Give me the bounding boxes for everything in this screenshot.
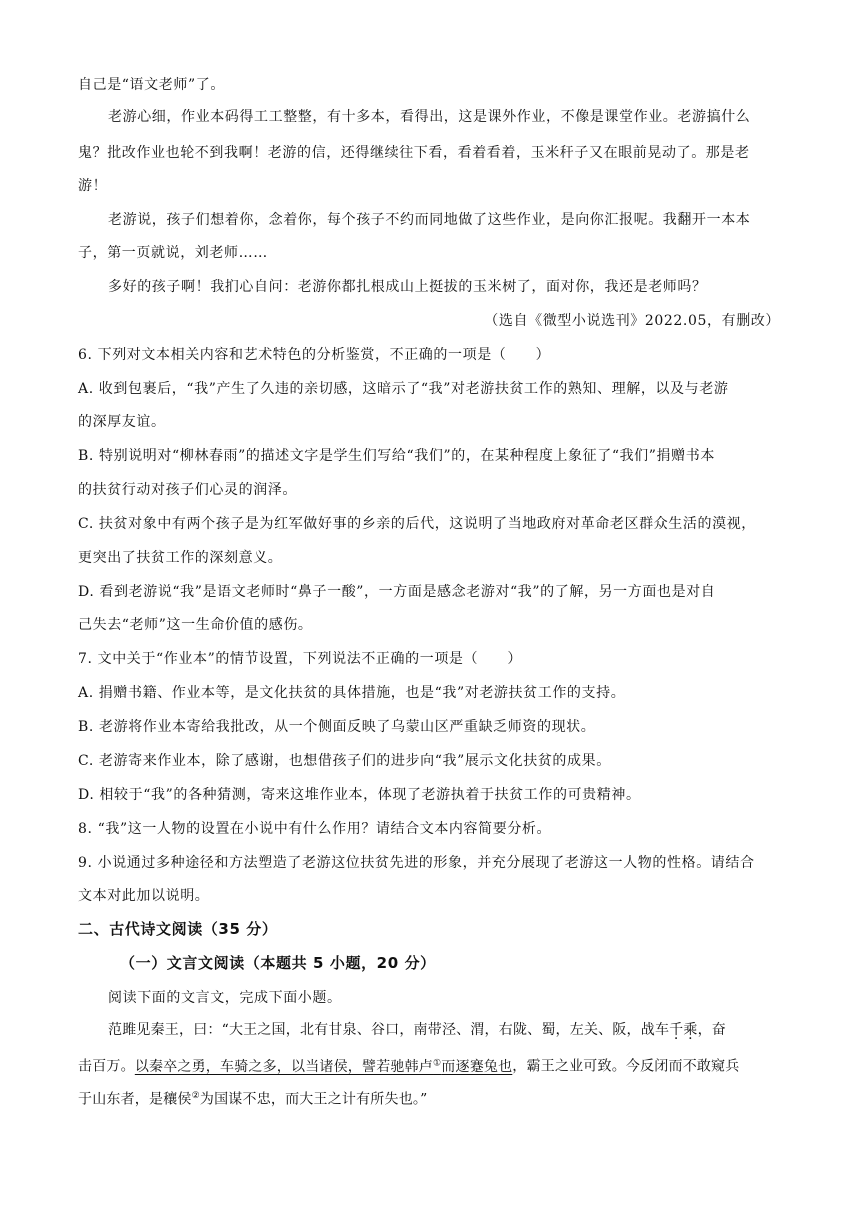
underlined-text: 而逐蹇兔也 [441, 1058, 513, 1075]
underlined-text: 以秦卒之勇，车骑之多，以当诸侯，譬若驰韩卢 [134, 1058, 434, 1075]
classical-text-fragment: 为国谋不忠，而大王之计有所失也。” [199, 1091, 428, 1108]
question-6-stem: 6. 下列对文本相关内容和艺术特色的分析鉴赏，不正确的一项是（ ） [78, 347, 551, 363]
subsection-heading: （一）文言文阅读（本题共 5 小题，20 分） [120, 954, 436, 972]
question-7-option-b: B. 老游将作业本寄给我批改，从一个侧面反映了乌蒙山区严重缺乏师资的现状。 [78, 719, 596, 735]
classical-text-line-3 [78, 1087, 784, 1109]
question-7-stem: 7. 文中关于“作业本”的情节设置，下列说法不正确的一项是（ ） [78, 651, 522, 667]
emphasis-dot-character: 千 [669, 1022, 684, 1038]
underlined-sentence [135, 1059, 512, 1075]
question-6-option-d-cont: 己失去“老师”这一生命价值的感伤。 [78, 617, 313, 633]
question-6-option-a: A. 收到包裹后，“我”产生了久违的亲切感，这暗示了“我”对老游扶贫工作的熟知、理解，以及与老游 [78, 381, 729, 397]
classical-text-line-1 [108, 1021, 814, 1039]
question-6-option-b-cont: 的扶贫行动对孩子们心灵的润泽。 [78, 482, 297, 498]
question-6-option-d: D. 看到老游说“我”是语文老师时“鼻子一酸”，一方面是感念老游对“我”的了解，另一方面也是对自 [78, 584, 716, 600]
question-6-option-c: C. 扶贫对象中有两个孩子是为红军做好事的乡亲的后代，这说明了当地政府对革命老区群众生活的漠视， [78, 516, 756, 532]
question-9: 9. 小说通过多种途径和方法塑造了老游这位扶贫先进的形象，并充分展现了老游这一人物的性格。请结合 [78, 855, 755, 871]
story-paragraph: 老游说，孩子们想着你，念着你，每个孩子不约而同地做了这些作业，是向你汇报呢。我翻开一本本 [108, 212, 751, 228]
story-paragraph: 老游心细，作业本码得工工整整，有十多本，看得出，这是课外作业，不像是课堂作业。老游搞什么 [108, 109, 751, 125]
question-9-cont: 文本对此加以说明。 [78, 888, 210, 904]
source-citation: （选自《微型小说选刊》2022.05，有删改） [484, 313, 780, 329]
question-6-option-b: B. 特别说明对“柳林春雨”的描述文字是学生们写给“我们”的，在某种程度上象征了“我们”捐赠书本 [78, 448, 715, 464]
question-6-option-c-cont: 更突出了扶贫工作的深刻意义。 [78, 550, 283, 566]
footnote-marker: ① [433, 1058, 442, 1068]
classical-text-fragment: 范雎见秦王，曰：“大王之国，北有甘泉、谷口，南带泾、渭，右陇、蜀，左关、阪，战车 [108, 1022, 670, 1038]
question-7-option-c: C. 老游寄来作业本，除了感谢，也想借孩子们的进步向“我”展示文化扶贫的成果。 [78, 753, 611, 769]
question-7-option-d: D. 相较于“我”的各种猜测，寄来这堆作业本，体现了老游执着于扶贫工作的可贵精神。 [78, 787, 641, 803]
question-6-option-a-cont: 的深厚友谊。 [78, 414, 166, 430]
story-paragraph-line: 游！ [78, 178, 108, 194]
story-paragraph-line: 子，第一页就说，刘老师…… [78, 245, 268, 261]
classical-text-fragment: ，霸王之业可致。今反闭而不敢窥兵 [512, 1058, 740, 1075]
classical-text-fragment: ，奋 [697, 1022, 726, 1038]
section-2-heading: 二、古代诗文阅读（35 分） [78, 920, 278, 938]
emphasis-dot-character: 乘 [683, 1022, 698, 1038]
reading-instruction: 阅读下面的文言文，完成下面小题。 [108, 990, 342, 1006]
question-7-option-a: A. 捐赠书籍、作业本等，是文化扶贫的具体措施，也是“我”对老游扶贫工作的支持。 [78, 685, 626, 701]
story-paragraph: 多好的孩子啊！我扪心自问：老游你都扎根成山上挺拔的玉米树了，面对你，我还是老师吗？ [108, 279, 707, 295]
classical-text-fragment: 击百万。 [78, 1058, 135, 1075]
footnote-marker: ② [191, 1091, 200, 1101]
classical-text-line-2 [78, 1054, 784, 1076]
question-8: 8. “我”这一人物的设置在小说中有什么作用？请结合文本内容简要分析。 [78, 821, 552, 837]
story-paragraph-line: 鬼？批改作业也轮不到我啊！老游的信，还得继续往下看，看着看着，玉米秆子又在眼前晃动了。那是老 [78, 145, 750, 161]
story-paragraph-end: 自己是“语文老师”了。 [78, 77, 225, 93]
classical-text-fragment: 于山东者，是穰侯 [78, 1091, 192, 1108]
